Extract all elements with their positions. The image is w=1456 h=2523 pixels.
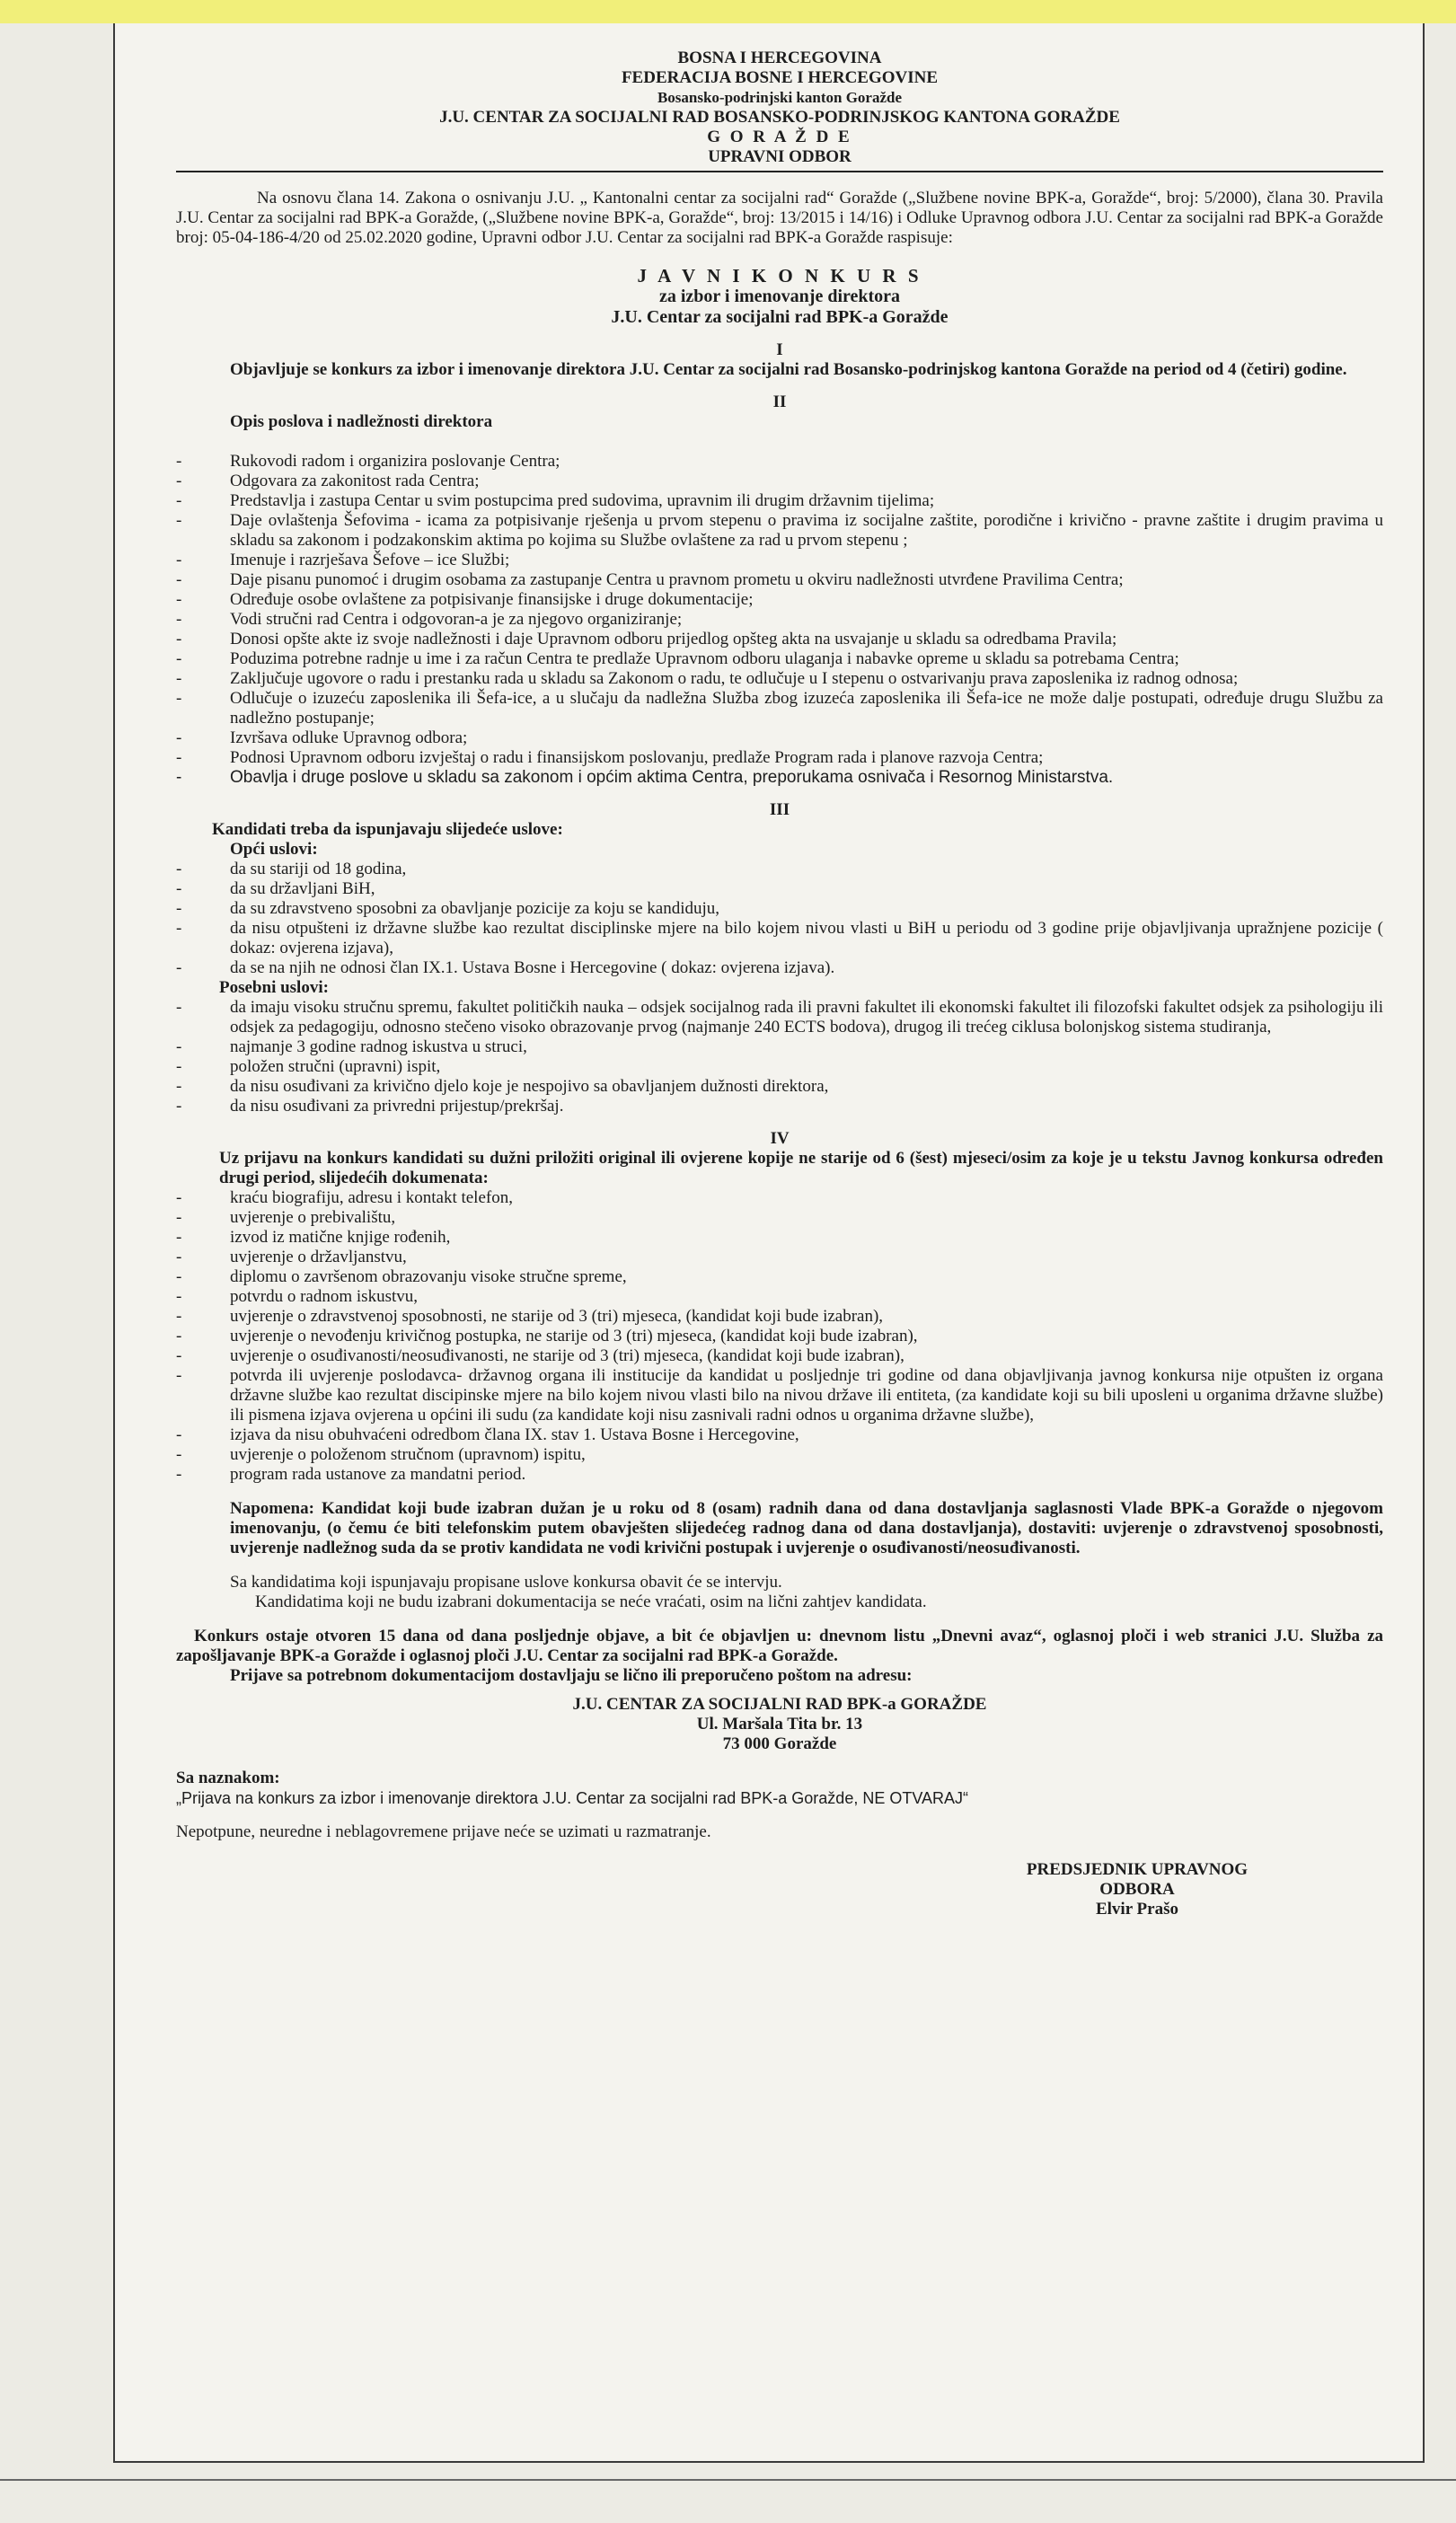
notice-title: J A V N I K O N K U R S [637,265,922,287]
list-item: - Rukovodi radom i organizira poslovanje Centra; [176,452,1383,472]
mark-text: „Prijava na konkurs za izbor i imenovanje direktora J.U. Centar za socijalni rad BPK-a Goražde, NE OTVARAJ“ [176,1789,969,1807]
section-2-number: II [772,393,787,411]
general-conditions-label: Opći uslovi: [230,840,318,859]
notice-subtitle-1: za izbor i imenovanje direktora [658,287,901,306]
interview-text: Sa kandidatima koji ispunjavaju propisane uslove konkursa obavit će se intervju. [230,1573,782,1592]
list-item: - potvrdu o radnom iskustvu, [176,1287,1383,1307]
list-item: - da nisu osuđivani za krivično djelo koje je nespojivo sa obavljanjem dužnosti direktora, [176,1077,1383,1097]
list-item: - uvjerenje o položenom stručnom (upravnom) ispitu, [176,1445,1383,1465]
list-item: - uvjerenje o zdravstvenoj sposobnosti, ne starije od 3 (tri) mjeseca, (kandidat koji bude izabran), [176,1307,1383,1327]
header-institution: J.U. CENTAR ZA SOCIJALNI RAD BOSANSKO-PODRINJSKOG KANTONA GORAŽDE [439,108,1120,127]
header-board: UPRAVNI ODBOR [708,147,852,166]
documents-list [176,1188,1383,1485]
public-notice [113,23,1425,2463]
list-item: - da nisu otpušteni iz državne službe kao rezultat disciplinske mjere na bilo kojem nivou vlasti u BiH u periodu od 3 godine prije objavljivanja upražnjene pozicije ( dokaz: ovjerena izjava), [176,919,1383,958]
list-item: - Imenuje i razrješava Šefove – ice Službi; [176,551,1383,570]
list-item: - da se na njih ne odnosi član IX.1. Ustava Bosne i Hercegovine ( dokaz: ovjerena izjava). [176,958,1383,978]
list-item: - Donosi opšte akte iz svoje nadležnosti i daje Upravnom odboru prijedlog opšteg akta na usvajanje u skladu sa odredbama Pravila; [176,630,1383,649]
address-block [176,1695,1383,1754]
address-institution: J.U. CENTAR ZA SOCIJALNI RAD BPK-a GORAŽDE [572,1695,987,1714]
list-item: - da nisu osuđivani za privredni prijestup/prekršaj. [176,1097,1383,1116]
list-item: - uvjerenje o osuđivanosti/neosuđivanosti, ne starije od 3 (tri) mjeseca, (kandidat koji bude izabran), [176,1346,1383,1366]
list-item: - da imaju visoku stručnu spremu, fakultet političkih nauka – odsjek socijalnog rada ili pravni fakultet ili ekonomski fakultet ili filozofski fakultet odsjek za psihologiju ili odsjek za pedagogiju, odnosno stečeno visoko obrazovanje prvog (najmanje 240 ECTS bodova), drugog ili trećeg ciklusa bolonjskog sistema studiranja, [176,998,1383,1037]
header-city: G O R A Ž D E [707,128,852,146]
list-item: - uvjerenje o nevođenju krivičnog postupka, ne starije od 3 (tri) mjeseca, (kandidat koji bude izabran), [176,1327,1383,1346]
open-period-text: Konkurs ostaje otvoren 15 dana od dana posljednje objave, a bit će objavljen u: dnevnom listu „Dnevni avaz“, oglasnoj ploči i web stranici J.U. Služba za zapošljavanje BPK-a Goražde i oglasnoj ploči J.U. Centar za socijalni rad BPK-a Goražde. [176,1627,1383,1665]
list-item: - kraću biografiju, adresu i kontakt telefon, [176,1188,1383,1208]
page-bottom-rule [0,2479,1456,2481]
incomplete-applications-text: Nepotpune, neuredne i neblagovremene prijave neće se uzimati u razmatranje. [176,1822,711,1841]
list-item: - Vodi stručni rad Centra i odgovoran-a je za njegovo organiziranje; [176,610,1383,630]
note-text: Kandidat koji bude izabran dužan je u roku od 8 (osam) radnih dana od dana dostavljanja saglasnosti Vlade BPK-a Goražde o njegovom imenovanju, (o čemu će biti telefonskim putem obavješten slijedećeg radnog dana od dana dostavljanja), dostaviti: uvjerenje o zdravstvenoj sposobnosti, uvjerenje nadležnog suda da se protiv kandidata ne vodi krivični postupak i uvjerenje o osuđivanosti/neosuđivanosti. [230,1499,1384,1557]
list-item: - uvjerenje o prebivalištu, [176,1208,1383,1228]
intro-paragraph: Na osnovu člana 14. Zakona o osnivanju J.U. „ Kantonalni centar za socijalni rad“ Goražde („Službene novine BPK-a, Goražde“, broj: 5/2000), člana 30. Pravila J.U. Centar za socijalni rad BPK-a Goražde, („Službene novine BPK-a, Goražde“, broj: 13/2015 i 14/16) i Odluke Upravnog odbora J.U. Centar za socijalni rad BPK-a Goražde broj: 05-04-186-4/20 od 25.02.2020 godine, Upravni odbor J.U. Centar za socijalni rad BPK-a Goražde raspisuje: [176,189,1383,247]
notice-subtitle-2: J.U. Centar za socijalni rad BPK-a Goražde [611,307,949,327]
list-item: - da su zdravstveno sposobni za obavljanje pozicije za koju se kandiduju, [176,899,1383,919]
duties-list [176,452,1383,788]
section-3-heading: Kandidati treba da ispunjavaju slijedeće uslove: [212,820,563,839]
list-item: - da su državljani BiH, [176,879,1383,899]
section-4-heading: Uz prijavu na konkurs kandidati su dužni priložiti original ili ovjerene kopije ne starije od 6 (šest) mjeseci/osim za koje je u tekstu Javnog konkursa određen drugi period, slijedećih dokumenata: [219,1149,1383,1187]
list-item: - Podnosi Upravnom odboru izvještaj o radu i finansijskom poslovanju, predlaže Program rada i planove razvoja Centra; [176,748,1383,768]
list-item: - diplomu o završenom obrazovanju visoke stručne spreme, [176,1267,1383,1287]
list-item: - program rada ustanove za mandatni period. [176,1465,1383,1485]
list-item: - Odgovara za zakonitost rada Centra; [176,472,1383,491]
list-item: - Poduzima potrebne radnje u ime i za račun Centra te predlaže Upravnom odboru ulaganja i nabavke opreme u skladu sa potrebama Centra; [176,649,1383,669]
list-item: - Odlučuje o izuzeću zaposlenika ili Šefa-ice, a u slučaju da nadležna Služba zbog izuzeća zaposlenika ili Šefa-ice ne može dalje postupati, određuje drugu Službu za nadležno postupanje; [176,689,1383,728]
header-country: BOSNA I HERCEGOVINA [677,49,882,67]
special-conditions-list [176,998,1383,1116]
list-item: - Obavlja i druge poslove u skladu sa zakonom i općim aktima Centra, preporukama osnivača i Resornog Ministarstva. [176,768,1383,788]
clipping-top-strip [0,0,1456,23]
list-item: - najmanje 3 godine radnog iskustva u struci, [176,1037,1383,1057]
list-item: - izjava da nisu obuhvaćeni odredbom člana IX. stav 1. Ustava Bosne i Hercegovine, [176,1425,1383,1445]
header-federation: FEDERACIJA BOSNE I HERCEGOVINE [621,68,939,87]
list-item: - uvjerenje o državljanstvu, [176,1248,1383,1267]
signature-title-2: ODBORA [1099,1880,1175,1899]
list-item: - Izvršava odluke Upravnog odbora; [176,728,1383,748]
submission-text: Prijave sa potrebnom dokumentacijom dostavljaju se lično ili preporučeno poštom na adresu: [230,1666,913,1685]
return-docs-text: Kandidatima koji ne budu izabrani dokumentacija se neće vraćati, osim na lični zahtjev kandidata. [255,1592,927,1611]
list-item: - Daje ovlaštenja Šefovima - icama za potpisivanje rješenja u prvom stepenu o pravima iz socijalne zaštite, porodične i krivično - pravne zaštite i drugim pravima u skladu sa zakonom i podzakonskim aktima po kojima su Službe ovlaštene za rad u prvom stepenu ; [176,511,1383,551]
mark-label: Sa naznakom: [176,1769,280,1787]
general-conditions-list [176,860,1383,978]
list-item: - Daje pisanu punomoć i drugim osobama za zastupanje Centra u pravnom prometu u okviru nadležnosti utvrđene Pravilima Centra; [176,570,1383,590]
section-4-number: IV [770,1129,790,1148]
document-header [176,49,1383,167]
address-street: Ul. Maršala Tita br. 13 [696,1715,863,1733]
special-conditions-label: Posebni uslovi: [219,978,329,997]
list-item: - Određuje osobe ovlaštene za potpisivanje finansijske i druge dokumentacije; [176,590,1383,610]
signatory-name: Elvir Prašo [1095,1900,1178,1919]
list-item: - Zaključuje ugovore o radu i prestanku rada u skladu sa Zakonom o radu, te odlučuje u I stepenu o ostvarivanju prava zaposlenika iz radnog odnosa; [176,669,1383,689]
signature-title-1: PREDSJEDNIK UPRAVNOG [1026,1860,1249,1879]
section-1-text: Objavljuje se konkurs za izbor i imenovanje direktora J.U. Centar za socijalni rad Bosansko-podrinjskog kantona Goražde na period od 4 (četiri) godine. [230,360,1347,379]
list-item: - da su stariji od 18 godina, [176,860,1383,879]
note-paragraph [176,1499,1383,1558]
note-label: Napomena: [230,1499,314,1518]
address-city: 73 000 Goražde [722,1734,837,1753]
header-rule [176,171,1383,172]
list-item: - Predstavlja i zastupa Centar u svim postupcima pred sudovima, upravnim ili drugim državnim tijelima; [176,491,1383,511]
section-3-number: III [769,800,790,819]
header-canton: Bosansko-podrinjski kanton Goražde [657,89,903,106]
section-2-heading: Opis poslova i nadležnosti direktora [230,412,493,431]
list-item: - izvod iz matične knjige rođenih, [176,1228,1383,1248]
list-item: - potvrda ili uvjerenje poslodavca- državnog organa ili institucije da kandidat u posljednje tri godine od dana objavljivanja javnog konkursa nije otpušten iz organa državne službe kao rezultat discipinske mjere na bilo kojem nivou vlasti bilo na nivou države ili entiteta, (za kandidate koji su bili uposleni u organima državne službe) ili pismena izjava ovjerena u općini ili sudu (za kandidate koji nisu zasnivali radni odnos u organima državne službe), [176,1366,1383,1425]
signature-block [966,1860,1308,1919]
list-item: - položen stručni (upravni) ispit, [176,1057,1383,1077]
section-1-number: I [776,340,783,359]
